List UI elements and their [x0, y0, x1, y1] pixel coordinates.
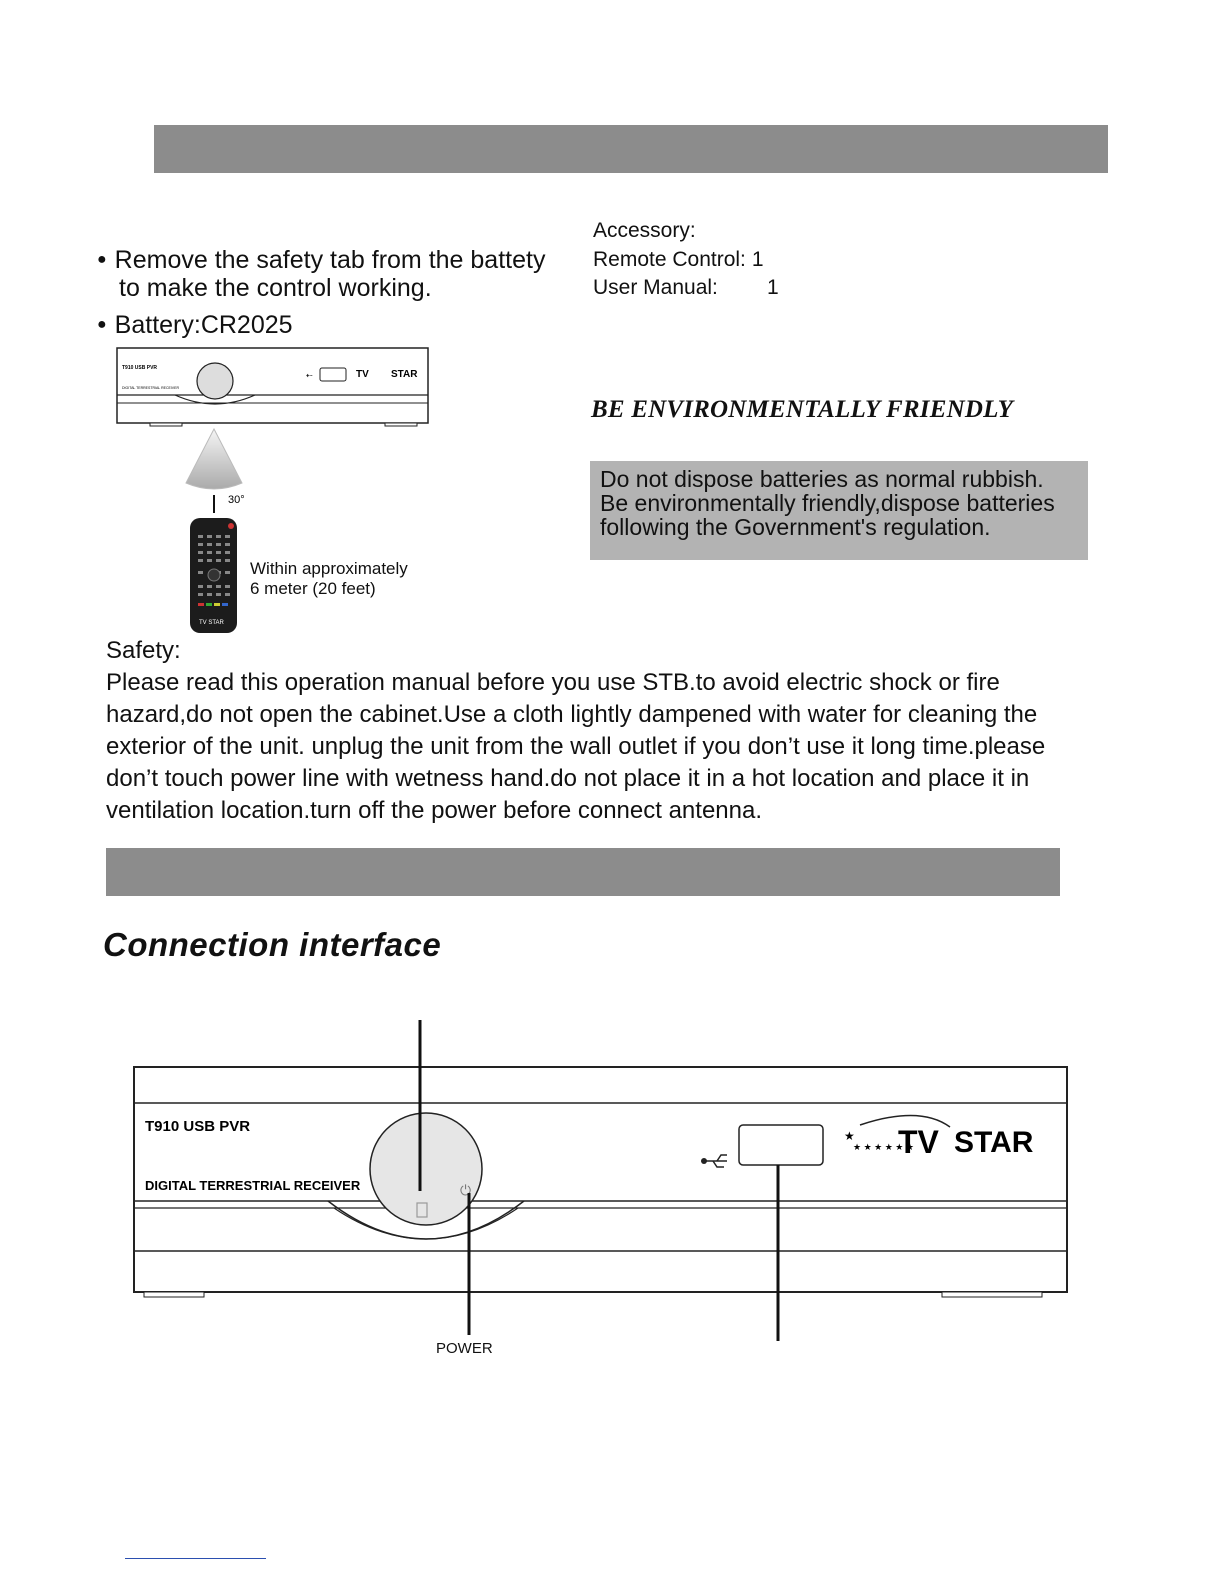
small-receiver-illustration — [117, 348, 428, 426]
accessory-item-remote: Remote Control: 1 — [593, 248, 764, 271]
safety-section — [106, 635, 1045, 827]
remote-brand-label: TV STAR — [199, 620, 224, 626]
footer-rule — [125, 1558, 266, 1559]
small-model-label: T910 USB PVR — [122, 365, 158, 371]
brand-tv: TV — [898, 1124, 939, 1160]
section-header-bar-connection — [106, 848, 1060, 896]
bullet-icon: ● — [97, 316, 107, 333]
small-brand-tv: TV — [356, 369, 369, 380]
safety-line: exterior of the unit. unplug the unit from the wall outlet if you don’t use it long time.please — [106, 733, 1046, 760]
battery-type: ● Battery:CR2025 — [97, 311, 293, 339]
small-subtitle-label: DIGITAL TERRESTRIAL RECEIVER — [122, 386, 179, 390]
power-symbol-icon: ⏻ — [460, 1182, 472, 1198]
brand-star: STAR — [954, 1126, 1034, 1159]
model-label: T910 USB PVR — [145, 1118, 251, 1135]
bullet-icon: ● — [97, 251, 107, 268]
environment-notice-box: Do not dispose batteries as normal rubbish. Be environmentally friendly,dispose batteries following the Government's regulation. — [590, 461, 1088, 560]
svg-text:★ ★ ★ ★ ★ ★: ★ ★ ★ ★ ★ ★ — [853, 1142, 914, 1152]
ir-cone-illustration — [186, 429, 245, 513]
battery-instruction-2: to make the control working. — [119, 274, 432, 302]
power-label: POWER — [436, 1340, 493, 1357]
brand-stars: ★ — [844, 1129, 855, 1143]
subtitle-label: DIGITAL TERRESTRIAL RECEIVER — [145, 1178, 361, 1193]
safety-line: Please read this operation manual before you use STB.to avoid electric shock or fire — [106, 669, 1000, 696]
accessory-item-manual: User Manual: 1 — [593, 276, 779, 299]
receiver-front-panel-diagram — [120, 1015, 1080, 1345]
safety-line: hazard,do not open the cabinet.Use a cloth lightly dampened with water for cleaning the — [106, 701, 1038, 728]
connection-title: Connection interface — [103, 926, 442, 963]
angle-label: 30° — [228, 494, 245, 506]
safety-title: Safety: — [106, 637, 181, 664]
safety-line: don’t touch power line with wetness hand.do not place it in a hot location and place it in — [106, 765, 1030, 792]
range-text: Within approximately 6 meter (20 feet) — [250, 559, 408, 598]
section-header-bar-top — [154, 125, 1108, 173]
svg-text:⇠: ⇠ — [306, 371, 313, 380]
remote-control-illustration — [190, 518, 237, 633]
power-knob — [370, 1113, 482, 1225]
environment-title: BE ENVIRONMENTALLY FRIENDLY — [591, 396, 1014, 423]
accessory-title: Accessory: — [593, 219, 696, 242]
battery-instruction-1: ● Remove the safety tab from the battety — [97, 246, 546, 274]
usb-port — [739, 1125, 823, 1165]
small-brand-star: STAR — [391, 369, 418, 380]
safety-line: ventilation location.turn off the power before connect antenna. — [106, 797, 763, 824]
